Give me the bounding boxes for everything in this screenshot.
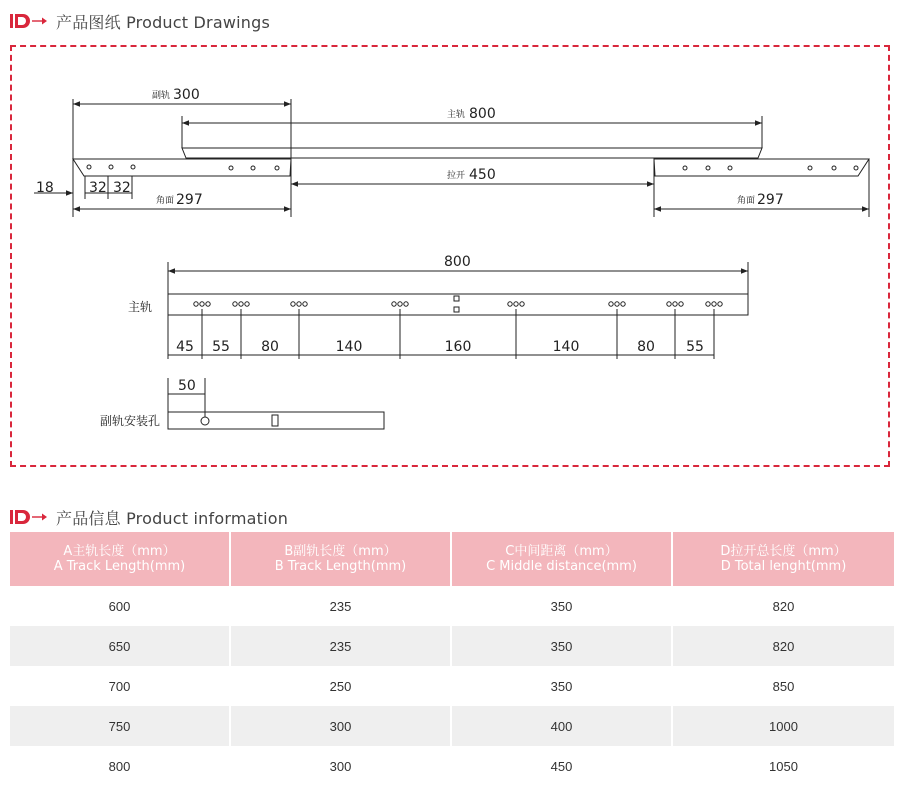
header-a-en: A Track Length(mm) [53,559,186,574]
header-a-cn: A主轨长度（mm） [63,544,176,559]
table-row [10,706,894,746]
cell-c: 350 [452,666,673,706]
red-d-arrow-icon [10,13,50,29]
cell-b: 250 [231,666,452,706]
sub-rail-holes-label: 副轨安装孔 [100,414,161,428]
open-dim-label: 拉开 [447,171,466,181]
cell-c: 450 [452,746,673,786]
main-rail-total-dim: 800 [444,254,471,270]
pitch-dim-1: 32 [89,180,107,196]
cell-a: 700 [10,666,231,706]
cell-d: 1050 [769,758,798,774]
cell-c: 400 [452,706,673,746]
segment-label: 80 [637,339,655,355]
segment-label: 45 [176,339,194,355]
header-c-en: C Middle distance(mm) [486,559,637,574]
cell-a: 800 [10,746,231,786]
red-d-arrow-icon [10,509,50,525]
main-rail-segment-labels [176,339,704,355]
cell-a: 650 [10,626,231,666]
angle-left-label: 角面 [156,196,175,206]
info-section-header [10,505,288,529]
open-dim-value: 450 [469,167,496,183]
main-rail-label: 主轨 [128,300,153,314]
cell-c: 350 [452,586,673,626]
header-a [10,532,231,586]
product-info-table [10,532,894,786]
header-b [231,532,452,586]
angle-left-value: 297 [176,192,203,208]
cell-d: 850 [772,678,795,694]
angle-right-value: 297 [757,192,784,208]
main-rail-dim-label: 主轨 [447,110,466,120]
right-sub-rail-shape [654,159,869,176]
table-row [10,586,894,626]
main-rail-shape [182,148,762,158]
cell-a: 750 [10,706,231,746]
header-c [452,532,673,586]
sub-rail-dim-value: 300 [173,87,200,103]
table-header-row [10,532,894,586]
header-b-en: B Track Length(mm) [274,559,407,574]
cell-b: 300 [231,706,452,746]
technical-drawing [12,47,892,469]
cell-c: 350 [452,626,673,666]
info-section-title: 产品信息 Product information [56,508,289,528]
drawing-frame [10,45,890,467]
segment-label: 55 [686,339,704,355]
cell-a: 600 [10,586,231,626]
pitch-dim-2: 32 [113,180,131,196]
header-d [673,532,894,586]
cell-d: 820 [772,598,795,614]
cell-d: 820 [673,626,894,666]
drawings-section-title: 产品图纸 Product Drawings [56,12,270,32]
header-c-cn: C中间距离（mm） [505,544,618,559]
drawings-section-header [10,9,270,33]
cell-d: 1000 [673,706,894,746]
segment-label: 55 [212,339,230,355]
header-d-cn: D拉开总长度（mm） [720,544,847,559]
segment-label: 80 [261,339,279,355]
header-b-cn: B副轨长度（mm） [284,544,397,559]
table-row [10,746,894,786]
left-offset-dim: 18 [36,180,54,196]
table-row [10,626,894,666]
table-row [10,666,894,706]
sub-rail-offset-dim: 50 [178,378,196,394]
header-d-en: D Total lenght(mm) [720,559,847,574]
sub-rail-dim-label: 副轨 [152,91,171,101]
cell-b: 235 [231,586,452,626]
segment-label: 140 [335,339,363,355]
main-rail-dim-value: 800 [469,106,496,122]
left-sub-rail-shape [73,159,291,176]
cell-b: 235 [231,626,452,666]
angle-right-label: 角面 [737,196,756,206]
cell-b: 300 [231,746,452,786]
segment-label: 160 [444,339,472,355]
segment-label: 140 [552,339,580,355]
